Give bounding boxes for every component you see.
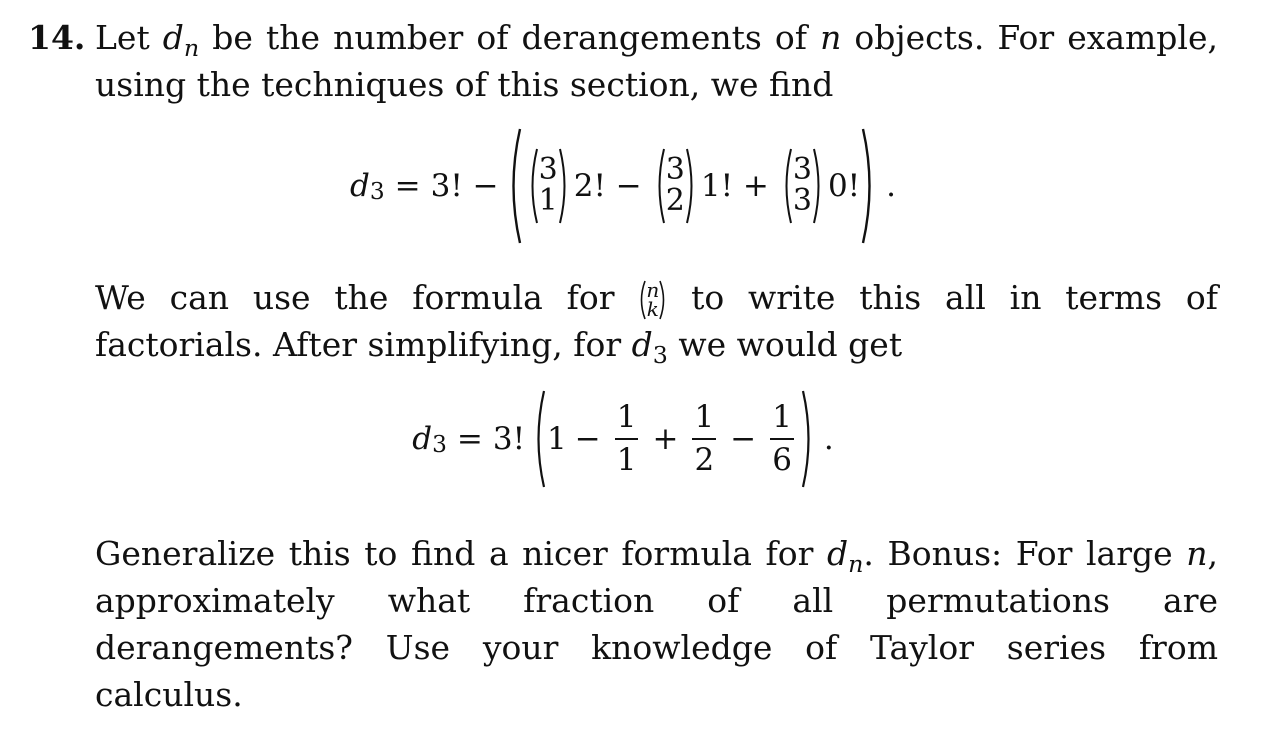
var-n: n bbox=[820, 18, 842, 57]
binom-top: 3 bbox=[665, 152, 685, 188]
problem-14 bbox=[28, 14, 1218, 718]
eq2-coefficient: 3! bbox=[492, 420, 526, 457]
equation-inclusion-exclusion: d 3 = 3! − 3 1 2! − 3 2 1! + 3 3 0! . bbox=[28, 122, 1218, 250]
eq1-binom-3 bbox=[781, 147, 824, 225]
binom-bottom: 1 bbox=[538, 183, 558, 218]
eq2-lhs-d: d bbox=[412, 420, 433, 457]
eq2-sign-2: + bbox=[652, 420, 679, 457]
inline-binom-top: n bbox=[646, 278, 660, 302]
eq2-period: . bbox=[823, 420, 834, 457]
middle-text-3: we would get bbox=[667, 325, 903, 364]
eq2-big-right-paren bbox=[800, 389, 816, 489]
eq2-sign-1: − bbox=[574, 420, 601, 457]
subscript-n: n bbox=[848, 550, 864, 579]
inline-binom-n-k bbox=[638, 280, 667, 320]
equation-factorial-sum: d 3 = 3! 1 − $\frac{1}{1}$ + $\frac{1}{2}$ − $\frac{1}{6}$ . bbox=[28, 378, 1218, 500]
fraction-denominator: 1 bbox=[615, 438, 639, 477]
eq1-term-1-after: 2! − bbox=[573, 167, 642, 204]
binom-top: 3 bbox=[538, 152, 558, 188]
var-d: d bbox=[826, 534, 849, 573]
eq1-start: 3! − bbox=[430, 167, 499, 204]
closing-text-2: . Bonus: For large bbox=[863, 534, 1187, 573]
eq1-big-right-paren bbox=[860, 127, 878, 245]
binom-right-paren bbox=[812, 147, 824, 225]
closing-text-1: Generalize this to find a nicer formula for bbox=[95, 534, 827, 573]
eq2-sign-3: − bbox=[730, 420, 757, 457]
binom-left-paren bbox=[781, 147, 793, 225]
eq1-equals: = bbox=[394, 167, 421, 204]
eq2-one: 1 bbox=[547, 420, 567, 457]
var-d: d bbox=[631, 325, 653, 364]
eq1-binom-2 bbox=[654, 147, 697, 225]
eq1-lhs-d: d bbox=[349, 167, 370, 204]
var-d: d bbox=[162, 18, 184, 57]
eq2-big-left-paren bbox=[531, 389, 547, 489]
binom-left-paren bbox=[527, 147, 539, 225]
eq1-term-2-after: 1! + bbox=[700, 167, 769, 204]
eq2-fraction-1 bbox=[615, 401, 639, 476]
intro-text-3: objects. For example, using the techniques of this section, we find bbox=[95, 18, 1218, 104]
binom-top: 3 bbox=[792, 152, 812, 188]
eq2-equals: = bbox=[456, 420, 483, 457]
intro-text-1: Let bbox=[95, 18, 163, 57]
middle-text-2: to write this all in terms of factorials. After simplifying, for bbox=[95, 278, 1218, 364]
eq2-fraction-2 bbox=[692, 401, 716, 476]
eq1-binom-1 bbox=[527, 147, 570, 225]
fraction-numerator: 1 bbox=[772, 399, 792, 436]
binom-bottom: 2 bbox=[665, 183, 685, 218]
intro-text-2: be the number of derangements of bbox=[199, 18, 821, 57]
eq1-term-3-after: 0! bbox=[827, 167, 861, 204]
subscript-n: n bbox=[183, 34, 200, 63]
inline-binom-left-paren bbox=[638, 280, 646, 320]
fraction-numerator: 1 bbox=[694, 399, 715, 436]
inline-binom-bottom: k bbox=[646, 297, 659, 321]
problem-number: 14. bbox=[28, 18, 86, 57]
middle-paragraph bbox=[28, 274, 1218, 368]
var-n: n bbox=[1186, 534, 1208, 573]
fraction-denominator: 2 bbox=[692, 438, 716, 477]
middle-text-1: We can use the formula for bbox=[95, 278, 639, 317]
binom-right-paren bbox=[558, 147, 570, 225]
eq2-fraction-3 bbox=[770, 401, 794, 476]
binom-bottom: 3 bbox=[792, 183, 812, 218]
fraction-numerator: 1 bbox=[616, 399, 637, 436]
closing-paragraph bbox=[28, 530, 1218, 718]
eq1-period: . bbox=[886, 167, 896, 204]
binom-left-paren bbox=[654, 147, 666, 225]
subscript-3: 3 bbox=[652, 341, 668, 370]
intro-paragraph bbox=[28, 14, 1218, 108]
eq1-big-left-paren bbox=[505, 127, 523, 245]
closing-text-3: , approximately what fraction of all permutations are derangements? Use your knowledge of Taylor series from calculus. bbox=[95, 534, 1218, 714]
binom-right-paren bbox=[685, 147, 697, 225]
fraction-denominator: 6 bbox=[770, 438, 794, 477]
